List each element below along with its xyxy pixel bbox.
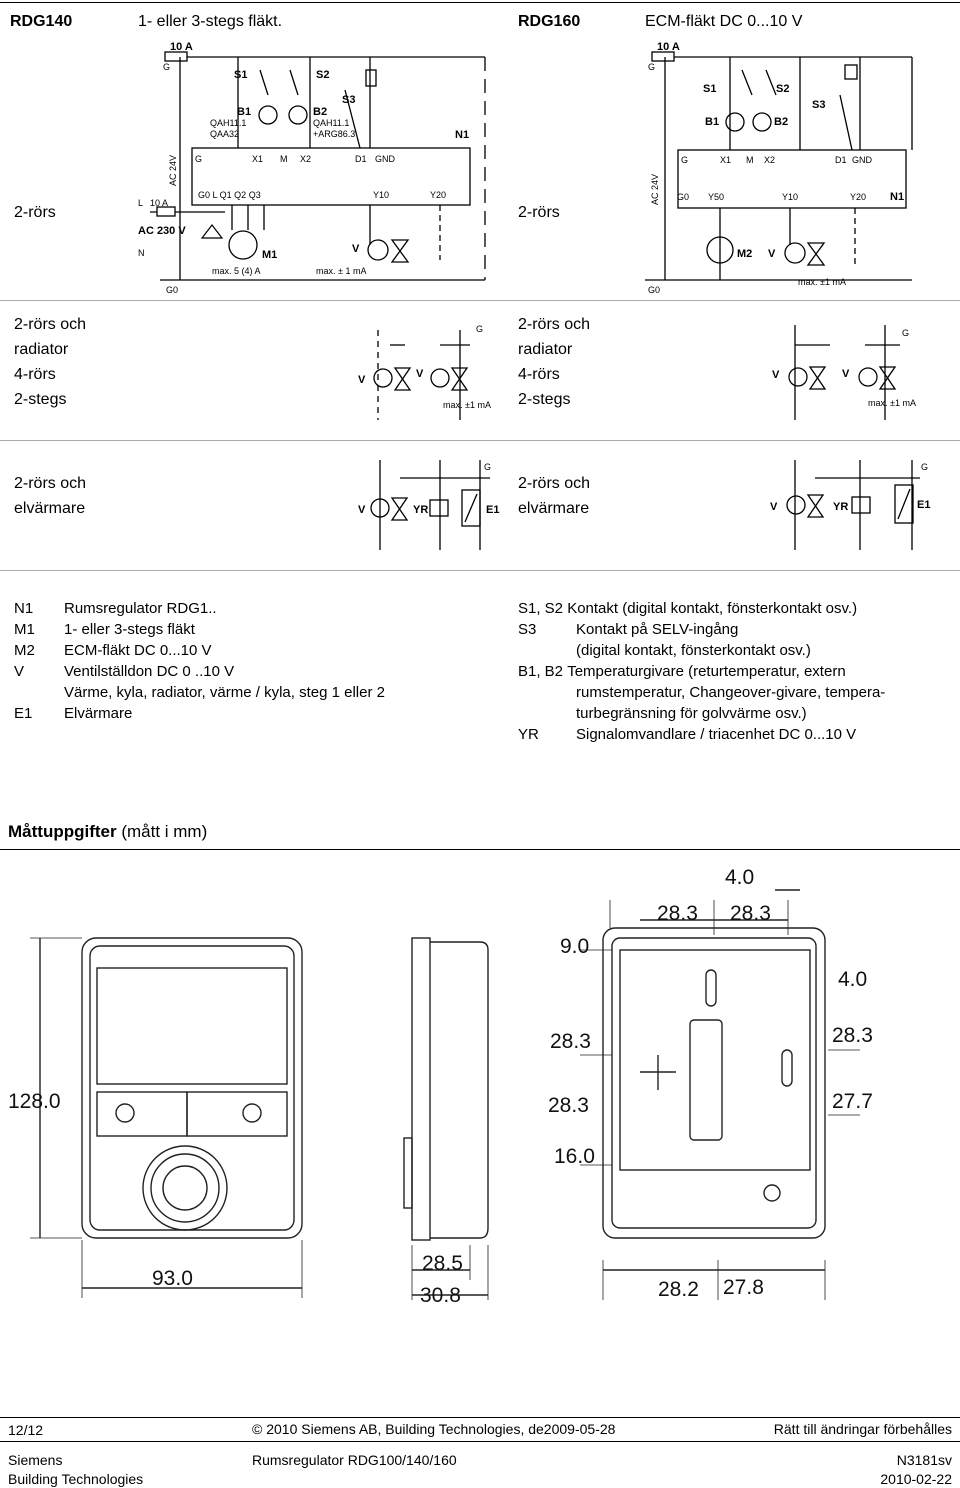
footer-rule-top xyxy=(0,1417,960,1418)
svg-text:M1: M1 xyxy=(262,249,278,261)
dimensions-heading: Måttuppgifter (mått i mm) xyxy=(8,822,208,841)
svg-text:10 A: 10 A xyxy=(150,198,169,208)
left-model: RDG140 xyxy=(10,13,73,30)
svg-text:V: V xyxy=(772,369,780,381)
svg-text:S2: S2 xyxy=(776,83,790,95)
svg-text:S1: S1 xyxy=(234,69,248,81)
row1-left-label: 2-rörs xyxy=(14,204,56,221)
row3-left-label: 2-rörs och elvärmare xyxy=(14,475,87,517)
legend-left: N1 Rumsregulator RDG1.. M1 1- eller 3-stegs fläkt M2 ECM-fläkt DC 0...10 V V Ventilställdon DC 0 ..10 V Värme, kyla, radiator, värme / kyla, steg 1 eller 2 E1 Elvärmare xyxy=(14,600,385,722)
svg-text:QAH11.1: QAH11.1 xyxy=(210,118,247,128)
row2-right-label: 2-rörs och radiator 4-rörs 2-stegs xyxy=(518,316,591,408)
right-model: RDG160 xyxy=(518,13,581,30)
svg-text:M2: M2 xyxy=(737,248,753,260)
svg-text:N: N xyxy=(138,248,145,258)
svg-text:E1: E1 xyxy=(917,499,931,511)
legend-right: S1, S2 Kontakt (digital kontakt, fönsterkontakt osv.) S3 Kontakt på SELV-ingång (digital kontakt, fönsterkontakt osv.) B1, B2 Temperaturgivare (returtemperatur, extern rumstemperatur, Changeover-givare, tempera- turbegränsning för golvvärme osv.) YR Signalomvandlare / triacenhet DC 0...10 V xyxy=(518,600,886,743)
svg-text:Y10: Y10 xyxy=(782,192,799,202)
svg-text:G: G xyxy=(163,62,171,72)
footer-rule-bottom xyxy=(0,1441,960,1442)
svg-text:10 A: 10 A xyxy=(657,41,680,53)
svg-text:G: G xyxy=(648,62,656,72)
svg-text:max. ± 1 mA: max. ± 1 mA xyxy=(316,266,367,276)
svg-text:X1: X1 xyxy=(720,155,732,165)
svg-text:max. ±1 mA: max. ±1 mA xyxy=(868,398,916,408)
svg-text:S1: S1 xyxy=(703,83,717,95)
svg-text:9.0: 9.0 xyxy=(560,935,590,958)
svg-text:28.3: 28.3 xyxy=(657,902,698,925)
svg-text:N1: N1 xyxy=(455,129,470,141)
svg-text:G: G xyxy=(476,324,484,334)
svg-text:L: L xyxy=(138,198,144,208)
svg-text:G: G xyxy=(921,462,929,472)
svg-text:28.3: 28.3 xyxy=(548,1094,589,1117)
svg-text:G0: G0 xyxy=(166,285,179,295)
svg-text:V: V xyxy=(770,501,778,513)
svg-text:max. ±1 mA: max. ±1 mA xyxy=(443,400,491,410)
svg-text:G0: G0 xyxy=(677,192,690,202)
svg-text:D1: D1 xyxy=(835,155,847,165)
svg-text:V: V xyxy=(416,368,424,380)
document-title: Rumsregulator RDG100/140/160 xyxy=(252,1452,457,1468)
right-desc: ECM-fläkt DC 0...10 V xyxy=(645,13,803,30)
svg-text:M: M xyxy=(746,155,754,165)
svg-text:V: V xyxy=(358,504,366,516)
svg-text:Y20: Y20 xyxy=(850,192,867,202)
svg-text:128.0: 128.0 xyxy=(8,1090,61,1113)
svg-text:AC 24V: AC 24V xyxy=(168,154,178,186)
svg-text:28.3: 28.3 xyxy=(730,902,771,925)
svg-text:B1: B1 xyxy=(237,106,252,118)
svg-text:G: G xyxy=(902,328,910,338)
svg-text:B2: B2 xyxy=(774,116,789,128)
svg-text:G: G xyxy=(195,154,203,164)
svg-text:B2: B2 xyxy=(313,106,328,118)
svg-text:max. ±1 mA: max. ±1 mA xyxy=(798,277,846,287)
svg-text:S3: S3 xyxy=(812,99,826,111)
svg-text:G: G xyxy=(484,462,492,472)
svg-text:27.7: 27.7 xyxy=(832,1090,873,1113)
svg-text:AC 230 V: AC 230 V xyxy=(138,225,186,237)
svg-text:G0: G0 xyxy=(648,285,661,295)
svg-text:D1: D1 xyxy=(355,154,367,164)
svg-text:28.3: 28.3 xyxy=(550,1030,591,1053)
svg-text:10 A: 10 A xyxy=(170,41,193,53)
svg-text:+ARG86.3: +ARG86.3 xyxy=(313,129,356,139)
row2-left-label: 2-rörs och radiator 4-rörs 2-stegs xyxy=(14,316,87,408)
svg-text:AC 24V: AC 24V xyxy=(650,173,660,205)
svg-text:S3: S3 xyxy=(342,94,356,106)
svg-text:S2: S2 xyxy=(316,69,330,81)
svg-text:28.3: 28.3 xyxy=(832,1024,873,1047)
svg-text:Y20: Y20 xyxy=(430,190,447,200)
svg-text:16.0: 16.0 xyxy=(554,1145,595,1168)
svg-text:4.0: 4.0 xyxy=(725,866,755,889)
svg-text:GND: GND xyxy=(852,155,872,165)
document-number: N3181sv xyxy=(896,1452,952,1468)
document-date: 2010-02-22 xyxy=(880,1471,952,1487)
svg-text:X2: X2 xyxy=(764,155,776,165)
svg-text:B1: B1 xyxy=(705,116,720,128)
svg-text:YR: YR xyxy=(413,504,429,516)
svg-text:V: V xyxy=(358,374,366,386)
svg-text:G: G xyxy=(681,155,689,165)
svg-text:E1: E1 xyxy=(486,504,500,516)
row1-right-label: 2-rörs xyxy=(518,204,560,221)
svg-text:max. 5 (4) A: max. 5 (4) A xyxy=(212,266,261,276)
svg-text:X2: X2 xyxy=(300,154,312,164)
svg-text:4.0: 4.0 xyxy=(838,968,868,991)
copyright: © 2010 Siemens AB, Building Technologies, de2009-05-28 xyxy=(252,1421,616,1437)
svg-text:GND: GND xyxy=(375,154,395,164)
svg-text:Y50: Y50 xyxy=(708,192,725,202)
svg-text:Y10: Y10 xyxy=(373,190,390,200)
svg-text:YR: YR xyxy=(833,501,849,513)
svg-text:27.8: 27.8 xyxy=(723,1276,764,1299)
svg-text:V: V xyxy=(768,248,776,260)
rights-reserved: Rätt till ändringar förbehålles xyxy=(773,1421,952,1437)
svg-text:G0 L Q1 Q2 Q3: G0 L Q1 Q2 Q3 xyxy=(198,190,261,200)
page-number: 12/12 xyxy=(8,1422,44,1438)
svg-text:QAH11.1: QAH11.1 xyxy=(313,118,350,128)
svg-text:M: M xyxy=(280,154,288,164)
svg-text:V: V xyxy=(842,368,850,380)
svg-text:X1: X1 xyxy=(252,154,264,164)
svg-text:N1: N1 xyxy=(890,191,905,203)
svg-text:28.2: 28.2 xyxy=(658,1278,699,1301)
svg-text:V: V xyxy=(352,243,360,255)
svg-text:30.8: 30.8 xyxy=(420,1284,461,1307)
row3-right-label: 2-rörs och elvärmare xyxy=(518,475,591,517)
svg-text:QAA32: QAA32 xyxy=(210,129,240,139)
svg-text:93.0: 93.0 xyxy=(152,1267,193,1290)
division: Building Technologies xyxy=(8,1471,144,1487)
left-desc: 1- eller 3-stegs fläkt. xyxy=(138,13,283,30)
company: Siemens xyxy=(8,1452,63,1468)
svg-text:28.5: 28.5 xyxy=(422,1252,463,1275)
